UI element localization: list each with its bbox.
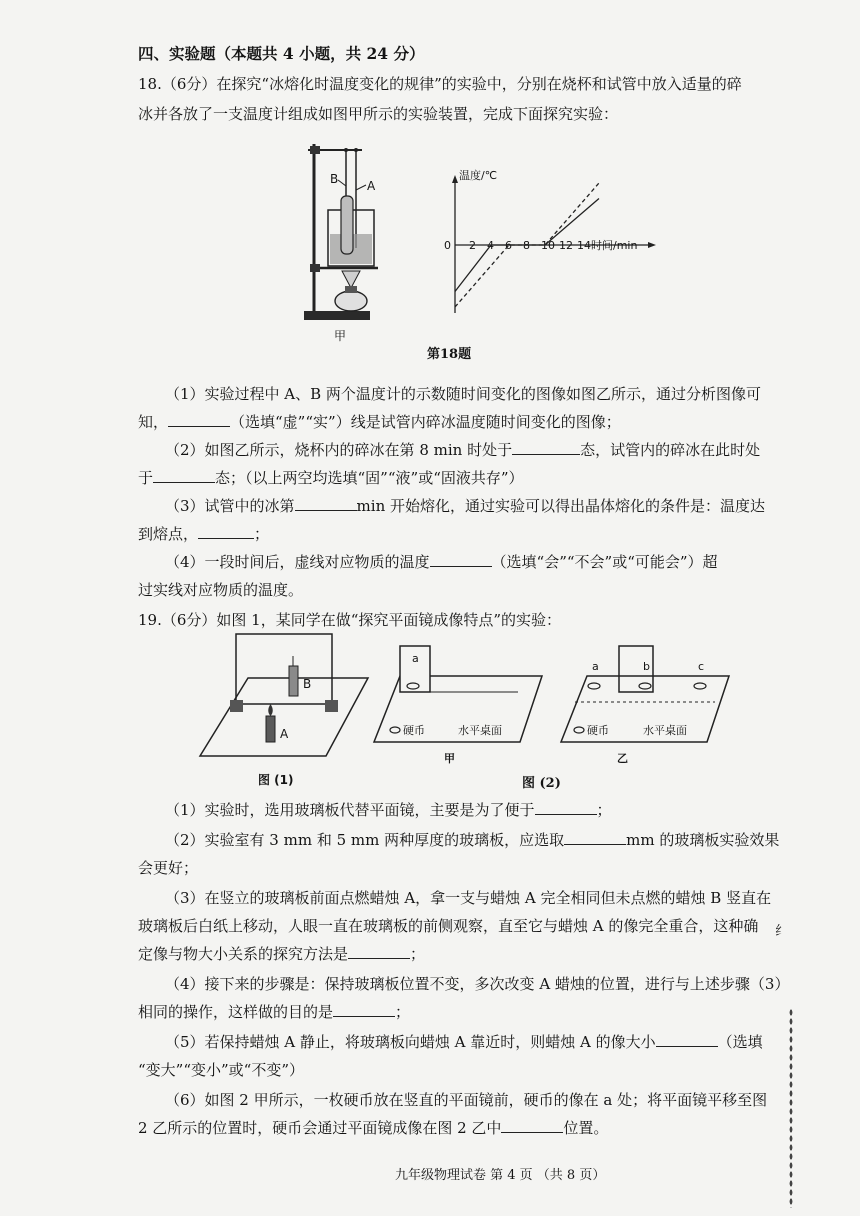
q19-part4-line-b: 相同的操作，这样做的目的是 ； [138, 1003, 411, 1021]
q19-jia-caption: 甲 [444, 752, 455, 765]
q18-part3-line-a: （3）试管中的冰第 min 开始熔化，通过实验可以得出晶体熔化的条件是：温度达 [165, 497, 765, 515]
q19-part3-line-a: （3）在竖立的玻璃板前面点燃蜡烛 A，拿一支与蜡烛 A 完全相同但未点燃的蜡烛 B 竖直在 [165, 889, 772, 907]
q19-jia-table-label: 水平桌面 [458, 724, 502, 737]
q19-jia-coin-label: 硬币 [403, 724, 425, 737]
q19-blank-5[interactable] [656, 1032, 718, 1047]
chart-x-label: 时间/min [591, 239, 638, 252]
q18-part3-line-b: 到熔点， ； [138, 525, 270, 543]
chart-y-label: 温度/℃ [459, 169, 498, 182]
chart-x-tick-label: 8 [523, 239, 530, 252]
margin-mark: 纟 [775, 924, 789, 939]
q18-temperature-chart [430, 170, 730, 330]
q19-part1: （1）实验时，选用玻璃板代替平面镜，主要是为了便于 ； [165, 801, 612, 819]
section-title: 四、实验题（本题共 4 小题，共 24 分） [138, 44, 425, 63]
q18-apparatus-caption: 甲 [334, 329, 347, 343]
chart-x-tick-label: 10 [541, 239, 555, 252]
q19-blank-2[interactable] [564, 830, 626, 845]
chart-x-tick-label: 14 [577, 239, 591, 252]
q19-part2-line-b: 会更好； [138, 859, 199, 877]
q19-figure-2-caption: 图 (2) [522, 776, 561, 791]
q18-label-b: B [330, 172, 339, 186]
q19-figure-2-yi [557, 646, 737, 765]
q18-blank-1[interactable] [168, 412, 230, 427]
q19-fig1-label-b: B [303, 677, 312, 691]
chart-x-arrow [648, 242, 656, 248]
chart-origin-label: 0 [444, 239, 451, 252]
q19-yi-label-a: a [592, 660, 599, 673]
q19-yi-coin-label: 硬币 [587, 724, 609, 737]
q18-stem-line-2: 冰并各放了一支温度计组成如图甲所示的实验装置，完成下面探究实验： [138, 105, 619, 123]
q19-part6-line-a: （6）如图 2 甲所示，一枚硬币放在竖直的平面镜前，硬币的像在 a 处；将平面镜平移至图 [165, 1091, 768, 1109]
q19-part5-line-a: （5）若保持蜡烛 A 静止，将玻璃板向蜡烛 A 靠近时，则蜡烛 A 的像大小 （选填 [165, 1033, 763, 1051]
q18-apparatus-figure [290, 138, 390, 343]
q18-blank-6[interactable] [430, 552, 492, 567]
q19-yi-table-label: 水平桌面 [643, 724, 687, 737]
q18-figure-caption: 第18题 [427, 347, 472, 362]
q18-part1-line-b: 知， （选填“虚”“实”）线是试管内碎冰温度随时间变化的图像； [138, 413, 621, 431]
chart-x-tick-label: 6 [505, 239, 512, 252]
q19-blank-1[interactable] [535, 800, 597, 815]
q19-stem: 19.（6分）如图 1，某同学在做“探究平面镜成像特点”的实验： [138, 611, 562, 629]
q19-jia-label-a: a [412, 652, 419, 665]
q18-blank-5[interactable] [198, 524, 254, 539]
chart-y-arrow [452, 175, 458, 183]
q18-stem-line-1: 18.（6分）在探究“冰熔化时温度变化的规律”的实验中，分别在烧杯和试管中放入适量的碎 [138, 75, 742, 93]
q19-blank-6[interactable] [501, 1118, 563, 1133]
q19-part6-line-b: 2 乙所示的位置时，硬币会通过平面镜成像在图 2 乙中 位置。 [138, 1119, 609, 1137]
q19-part3-line-c: 定像与物大小关系的探究方法是 ； [138, 945, 426, 963]
q18-blank-2[interactable] [512, 440, 580, 455]
chart-x-tick-label: 2 [469, 239, 476, 252]
q19-figure-2-jia [368, 646, 548, 765]
q18-part4-line-b: 过实线对应物质的温度。 [138, 581, 304, 599]
q19-yi-label-b: b [643, 660, 650, 673]
q18-label-a: A [367, 179, 376, 193]
q19-part4-line-a: （4）接下来的步骤是：保持玻璃板位置不变，多次改变 A 蜡烛的位置，进行与上述步骤（3） [165, 975, 790, 993]
q18-part4-line-a: （4）一段时间后，虚线对应物质的温度 （选填“会”“不会”或“可能会”）超 [165, 553, 718, 571]
q18-part1-line-a: （1）实验过程中 A、B 两个温度计的示数随时间变化的图像如图乙所示，通过分析图像可 [165, 385, 761, 403]
q19-fig1-caption: 图 (1) [258, 773, 294, 787]
q19-figure-1 [198, 632, 378, 792]
q19-blank-4[interactable] [333, 1002, 395, 1017]
binding-dotted-line [789, 1008, 793, 1208]
q18-blank-3[interactable] [153, 468, 215, 483]
q18-part2-line-a: （2）如图乙所示，烧杯内的碎冰在第 8 min 时处于 态，试管内的碎冰在此时处 [165, 441, 761, 459]
q18-part2-line-b: 于 态；（以上两空均选填“固”“液”或“固液共存”） [138, 469, 524, 487]
q19-part5-line-b: “变大”“变小”或“不变”） [138, 1061, 305, 1079]
q18-blank-4[interactable] [295, 496, 357, 511]
q19-part2-line-a: （2）实验室有 3 mm 和 5 mm 两种厚度的玻璃板，应选取 mm 的玻璃板实验效果 [165, 831, 780, 849]
q19-blank-3[interactable] [348, 944, 410, 959]
q19-yi-caption: 乙 [617, 752, 628, 765]
q19-yi-label-c: c [698, 660, 705, 673]
page-footer: 九年级物理试卷 第 4 页 （共 8 页） [395, 1168, 606, 1183]
chart-x-tick-label: 12 [559, 239, 573, 252]
chart-x-tick-label: 4 [487, 239, 494, 252]
q19-fig1-label-a: A [280, 727, 289, 741]
q19-part3-line-b: 玻璃板后白纸上移动，人眼一直在玻璃板的前侧观察，直至它与蜡烛 A 的像完全重合，这种确 [138, 917, 759, 935]
